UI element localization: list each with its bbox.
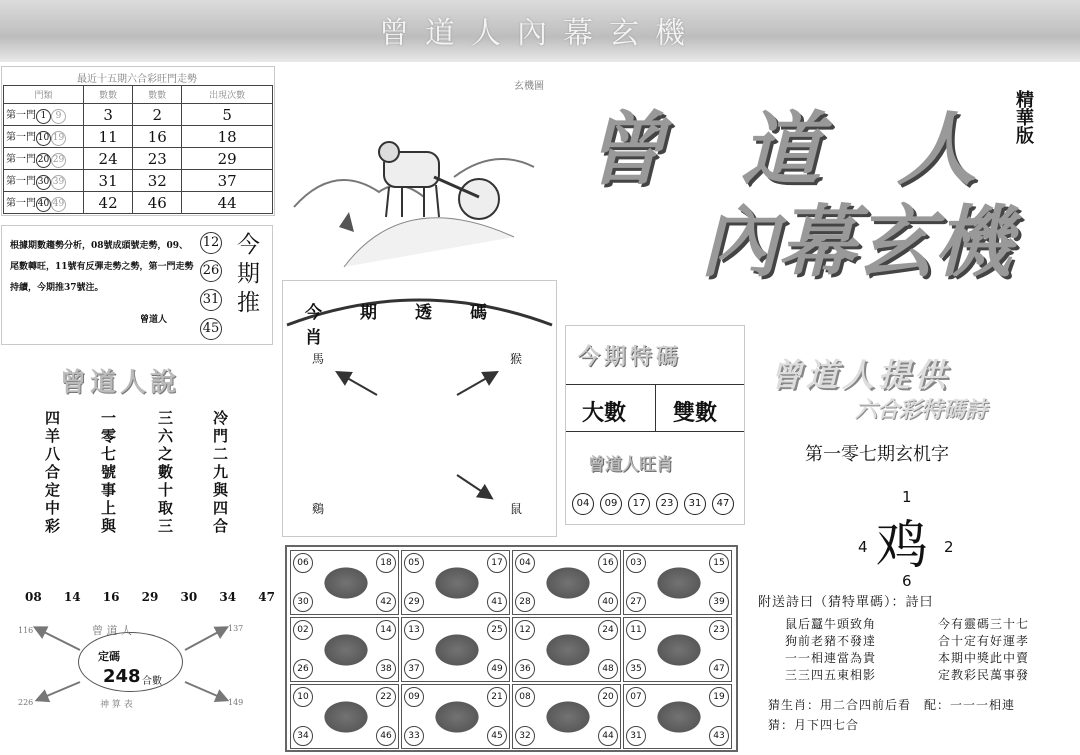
calc-arrows	[0, 610, 275, 720]
provide-line1: 曾道人提供	[770, 356, 951, 394]
pick-number: 45	[200, 318, 222, 340]
animal-sketch	[321, 565, 371, 601]
top-banner	[0, 0, 1080, 62]
animal-number: 41	[487, 592, 507, 612]
animal-number: 33	[404, 726, 424, 746]
special-sub: 曾道人旺肖	[588, 455, 673, 475]
calc-number: 47	[258, 590, 275, 604]
animal-number: 36	[515, 659, 535, 679]
pick-number: 31	[200, 289, 222, 311]
animal-cell	[623, 684, 732, 749]
poem-line: 定教彩民萬事發	[938, 668, 1030, 682]
animal-number: 07	[626, 687, 646, 707]
animal-number: 21	[487, 687, 507, 707]
animal-number: 29	[404, 592, 424, 612]
pick-label: 今期推	[233, 232, 259, 319]
animal-number: 25	[487, 620, 507, 640]
animal-number: 32	[515, 726, 535, 746]
row-label: 第一門	[6, 109, 36, 121]
calc-number: 16	[102, 590, 120, 604]
range-start: 1	[36, 109, 51, 124]
zodiac-label-rooster: 鷄	[312, 502, 325, 516]
animal-cell	[290, 617, 399, 682]
note-text: 根據期數趨勢分析，08號成頭號走勢，09、尾數轉旺，11號有反彈走勢之勢，第一門走勢持續，今期推37號注。	[10, 241, 194, 293]
cipher-right: 2	[944, 538, 954, 556]
calc-corner: 116	[18, 626, 34, 635]
animal-number: 10	[293, 687, 313, 707]
animal-grid	[285, 545, 738, 752]
calc-number: 30	[180, 590, 198, 604]
table-cell: 5	[182, 104, 273, 126]
animal-number: 39	[709, 592, 729, 612]
animal-number: 18	[376, 553, 396, 573]
range-start: 40	[36, 197, 51, 212]
animal-cell	[401, 684, 510, 749]
zodiac-arrows	[282, 280, 557, 537]
animal-number: 03	[626, 553, 646, 573]
animal-number: 30	[293, 592, 313, 612]
animal-number: 05	[404, 553, 424, 573]
poem-line: 狗前老豬不發達	[785, 634, 877, 648]
ox-cart-illustration	[284, 67, 554, 271]
cipher-bottom: 6	[902, 572, 912, 590]
cipher-char: 鸡	[876, 516, 929, 576]
animal-number: 34	[293, 726, 313, 746]
note-sign: 曾道人	[140, 315, 168, 325]
animal-sketch	[543, 565, 593, 601]
animal-sketch	[543, 632, 593, 668]
animal-number: 43	[709, 726, 729, 746]
animal-number: 42	[376, 592, 396, 612]
row-label: 第一門	[6, 153, 36, 165]
range-start: 10	[36, 131, 51, 146]
animal-number: 06	[293, 553, 313, 573]
animal-number: 28	[515, 592, 535, 612]
poem-line: 鼠后蠶牛頭致角	[785, 617, 877, 631]
range-end: 19	[51, 131, 66, 146]
table-cell: 16	[133, 126, 182, 148]
animal-cell	[512, 617, 621, 682]
range-end: 9	[51, 109, 66, 124]
saying-column: 四羊八合定中彩	[43, 410, 61, 536]
range-start: 30	[36, 175, 51, 190]
poem-left-column	[785, 616, 876, 684]
animal-sketch	[543, 699, 593, 735]
table-cell: 42	[84, 192, 133, 214]
animal-number: 40	[598, 592, 618, 612]
special-option-big: 大數	[582, 400, 627, 426]
table-cell: 11	[84, 126, 133, 148]
poem-guess: 猜生肖：用二合四前后看 配：一一一相連	[768, 698, 1016, 712]
cipher-left: 4	[858, 538, 868, 556]
main-title-line2: 內幕玄機	[700, 197, 1013, 288]
poem-heading: 附送詩曰（猜特單碼）：詩曰	[758, 595, 934, 610]
zodiac-label-monkey: 猴	[510, 352, 523, 366]
provide-line2: 六合彩特碼詩	[855, 397, 988, 423]
animal-number: 04	[515, 553, 535, 573]
row-label: 第一門	[6, 131, 36, 143]
saying-title: 曾道人說	[60, 368, 181, 398]
animal-cell	[623, 617, 732, 682]
table-cell: 44	[182, 192, 273, 214]
animal-cell	[512, 684, 621, 749]
table-cell: 3	[84, 104, 133, 126]
calc-number: 29	[141, 590, 159, 604]
special-title: 今期特碼	[578, 344, 683, 370]
calc-corner: 149	[228, 698, 244, 707]
animal-number: 17	[487, 553, 507, 573]
saying-column: 三六之數十取三	[156, 410, 174, 536]
table-cell: 18	[182, 126, 273, 148]
calc-ring-top: 曾 道 人	[92, 624, 132, 637]
saying-column: 冷門二九與四合	[211, 410, 229, 536]
animal-number: 20	[598, 687, 618, 707]
animal-number: 15	[709, 553, 729, 573]
animal-number: 44	[598, 726, 618, 746]
cipher-top: 1	[902, 488, 912, 506]
animal-sketch	[432, 632, 482, 668]
animal-sketch	[432, 565, 482, 601]
table-cell: 23	[133, 148, 182, 170]
special-number: 17	[628, 493, 650, 515]
special-number: 04	[572, 493, 594, 515]
special-option-even: 雙數	[673, 400, 718, 426]
animal-number: 19	[709, 687, 729, 707]
animal-number: 35	[626, 659, 646, 679]
stats-title: 最近十五期六合彩旺門走勢	[77, 74, 197, 85]
calc-number: 08	[25, 590, 42, 604]
animal-cell	[290, 550, 399, 615]
animal-number: 14	[376, 620, 396, 640]
calc-sum-suffix: 合數	[142, 676, 162, 687]
animal-number: 13	[404, 620, 424, 640]
calc-corner: 137	[228, 624, 244, 633]
animal-cell	[290, 684, 399, 749]
header-cell: 出現次數	[182, 86, 273, 104]
table-cell: 24	[84, 148, 133, 170]
animal-number: 45	[487, 726, 507, 746]
animal-cell	[401, 617, 510, 682]
animal-sketch	[654, 699, 704, 735]
table-cell: 2	[133, 104, 182, 126]
special-number: 09	[600, 493, 622, 515]
stats-table	[3, 85, 273, 214]
poem-line: 一一相連當為貴	[785, 651, 877, 665]
table-cell: 31	[84, 170, 133, 192]
range-start: 20	[36, 153, 51, 168]
animal-number: 16	[598, 553, 618, 573]
calc-ring-bottom: 神 算 表	[100, 700, 133, 710]
animal-cell	[401, 550, 510, 615]
zodiac-label-horse: 馬	[312, 352, 325, 366]
banner-title: 曾道人內幕玄機	[379, 16, 701, 51]
calc-numbers	[25, 590, 275, 604]
calc-label: 定碼	[98, 650, 120, 663]
picture-label: 玄機圖	[514, 81, 544, 92]
animal-cell	[512, 550, 621, 615]
poem-guess-2: 猜：月下四七合	[768, 718, 860, 732]
calc-number: 34	[219, 590, 237, 604]
zodiac-label-rat: 鼠	[510, 502, 523, 516]
table-cell: 32	[133, 170, 182, 192]
animal-number: 48	[598, 659, 618, 679]
pick-number: 12	[200, 232, 222, 254]
calc-corner: 226	[18, 698, 34, 707]
animal-sketch	[654, 632, 704, 668]
animal-number: 02	[293, 620, 313, 640]
table-row	[4, 104, 273, 126]
animal-number: 27	[626, 592, 646, 612]
saying-column: 一零七號事上與	[99, 410, 117, 536]
special-number: 47	[712, 493, 734, 515]
animal-cell	[623, 550, 732, 615]
main-title-line1: 曾 道 人	[585, 102, 1001, 196]
animal-sketch	[654, 565, 704, 601]
calc-sum: 248	[103, 666, 141, 687]
table-row	[4, 148, 273, 170]
animal-number: 49	[487, 659, 507, 679]
table-cell: 29	[182, 148, 273, 170]
animal-number: 24	[598, 620, 618, 640]
row-label: 第一門	[6, 197, 36, 209]
special-number: 31	[684, 493, 706, 515]
animal-number: 23	[709, 620, 729, 640]
header-cell: 門類	[4, 86, 84, 104]
pick-number: 26	[200, 260, 222, 282]
special-number: 23	[656, 493, 678, 515]
table-row	[4, 192, 273, 214]
poem-line: 今有靈碼三十七	[938, 617, 1030, 631]
poem-line: 合十定有好運孝	[938, 634, 1030, 648]
picture-panel	[284, 67, 554, 271]
animal-sketch	[432, 699, 482, 735]
calc-number: 14	[63, 590, 81, 604]
animal-number: 12	[515, 620, 535, 640]
table-row	[4, 126, 273, 148]
poem-line: 本期中獎此中賣	[938, 651, 1030, 665]
zodiac-title: 今期透碼肖	[305, 303, 525, 348]
animal-number: 11	[626, 620, 646, 640]
table-row	[4, 170, 273, 192]
header-cell: 數數	[133, 86, 182, 104]
table-cell: 37	[182, 170, 273, 192]
poem-right-column	[938, 616, 1029, 684]
stats-header-row	[4, 86, 273, 104]
animal-sketch	[321, 632, 371, 668]
animal-number: 08	[515, 687, 535, 707]
issue-label: 第一零七期玄机字	[805, 444, 949, 465]
animal-number: 38	[376, 659, 396, 679]
animal-sketch	[321, 699, 371, 735]
animal-number: 46	[376, 726, 396, 746]
animal-number: 09	[404, 687, 424, 707]
animal-number: 47	[709, 659, 729, 679]
table-cell: 46	[133, 192, 182, 214]
poem-line: 三三四五東相影	[785, 668, 877, 682]
range-end: 39	[51, 175, 66, 190]
special-divider	[655, 384, 656, 432]
animal-number: 22	[376, 687, 396, 707]
animal-number: 26	[293, 659, 313, 679]
animal-number: 37	[404, 659, 424, 679]
edition-label: 精華版	[1013, 90, 1034, 144]
range-end: 29	[51, 153, 66, 168]
header-cell: 數數	[84, 86, 133, 104]
range-end: 49	[51, 197, 66, 212]
row-label: 第一門	[6, 175, 36, 187]
animal-number: 31	[626, 726, 646, 746]
